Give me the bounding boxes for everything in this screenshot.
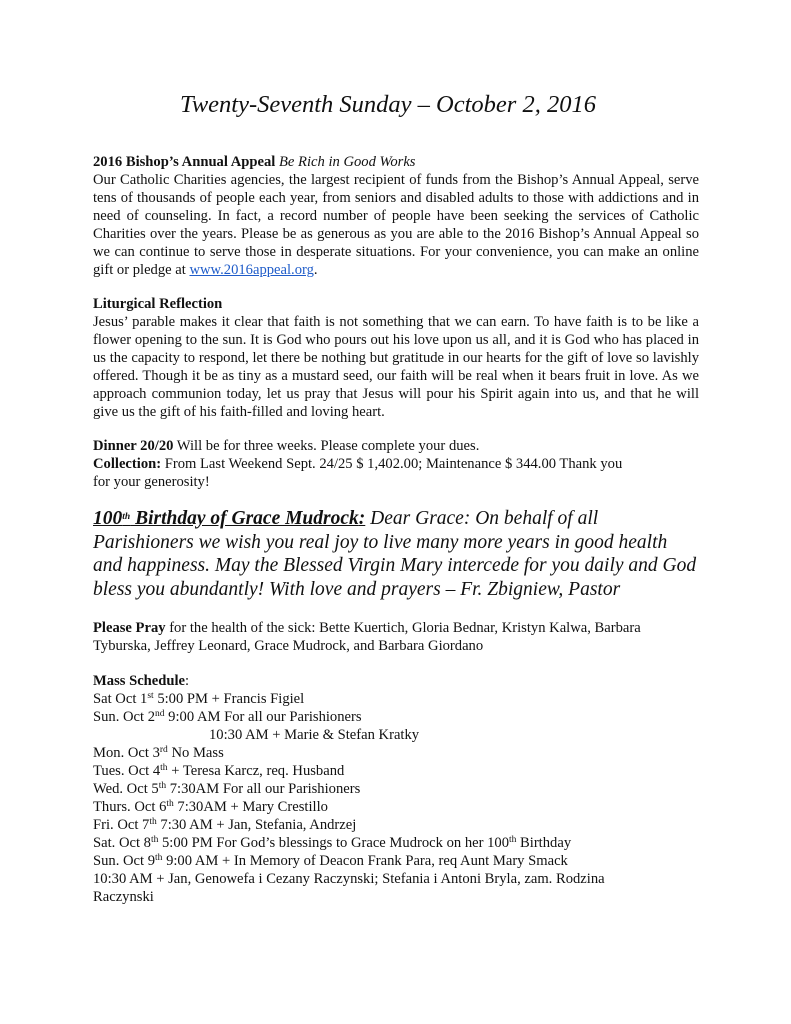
mass-date: Sun. Oct 9 [93, 853, 156, 869]
mass-detail: 9:00 AM For all our Parishioners [164, 709, 362, 725]
pray-text: for the health of the sick: Bette Kuertich, Gloria Bednar, Kristyn Kalwa, Barbara [165, 620, 641, 636]
mass-schedule-colon: : [185, 673, 190, 689]
appeal-section [93, 153, 699, 279]
birthday-heading [93, 508, 365, 529]
mass-date: Thurs. Oct 6 [93, 799, 167, 815]
pray-label: Please Pray [93, 620, 166, 636]
mass-date-sup: th [155, 853, 163, 863]
pray-line-1 [93, 619, 699, 637]
mass-detail: 5:00 PM + Francis Figiel [153, 691, 305, 707]
dinner-line [93, 437, 699, 455]
mass-date-sup: rd [159, 745, 168, 755]
mass-schedule-heading-line [93, 672, 699, 690]
mass-date-sup: st [147, 691, 154, 701]
birthday-section [93, 507, 699, 601]
mass-schedule-heading: Mass Schedule [93, 673, 186, 689]
mass-date: Sun. Oct 2 [93, 709, 156, 725]
mass-date-sup: th [160, 763, 168, 773]
mass-entry: 10:30 AM + Jan, Genowefa i Cezany Raczynski; Stefania i Antoni Bryla, zam. Rodzina [93, 871, 605, 887]
page-title: Twenty-Seventh Sunday – October 2, 2016 [180, 91, 596, 118]
mass-detail: 9:00 AM + In Memory of Deacon Frank Para, req Aunt Mary Smack [162, 853, 568, 869]
collection-text: From Last Weekend Sept. 24/25 $ 1,402.00; Maintenance $ 344.00 Thank you [161, 456, 623, 472]
appeal-body-end: . [313, 262, 318, 278]
birthday-heading-sup: th [122, 512, 131, 522]
mass-date-sup: nd [155, 709, 165, 719]
mass-entry [93, 708, 699, 726]
collection-line-2: for your generosity! [93, 474, 210, 490]
reflection-section [93, 295, 699, 421]
mass-date: Wed. Oct 5 [93, 781, 159, 797]
reflection-body: Jesus’ parable makes it clear that faith is not something that we can earn. To have faith is to be like a flower opening to the sun. It is God who pours out his love upon us all, and it is God who has placed in us the capacity to respond, let there be nothing but gratitude in our hearts for the gift of love so lavishly offered. Though it be as tiny as a mustard seed, our faith will be real when it bears fruit in love. As we approach communion today, let us pray that Jesus will pour his Spirit again into us, and that he will give us the gift of his faith-filled and loving heart. [93, 314, 699, 420]
announcements-section [93, 437, 699, 491]
birthday-body: Dear Grace: On behalf of all Parishioners we wish you real joy to live many more years in good health and happiness. May the Blessed Virgin Mary intercede for you daily and God bless you abundantly! With love and prayers – Fr. Zbigniew, Pastor [93, 508, 697, 600]
mass-date-sup: th [158, 781, 167, 791]
collection-line [93, 455, 699, 473]
appeal-body [93, 171, 699, 279]
mass-schedule-section [93, 672, 699, 906]
birthday-heading-rest: Birthday of Grace Mudrock [130, 508, 359, 529]
mass-entry [93, 690, 699, 708]
appeal-link[interactable]: www.2016appeal.org [189, 262, 314, 278]
appeal-heading-line [93, 153, 699, 171]
mass-detail-sup: th [509, 835, 517, 845]
mass-entry-continued: Raczynski [93, 889, 154, 905]
appeal-subheading: Be Rich in Good Works [279, 154, 416, 170]
birthday-heading-colon: : [358, 508, 366, 529]
pray-section [93, 619, 699, 655]
dinner-text: Will be for three weeks. Please complete your dues. [173, 438, 480, 454]
mass-detail: 5:00 PM For God’s blessings to Grace Mudrock on her 100 [158, 835, 509, 851]
reflection-heading: Liturgical Reflection [93, 296, 223, 312]
mass-date-sup: th [166, 799, 174, 809]
appeal-heading: 2016 Bishop’s Annual Appeal [93, 154, 276, 170]
mass-date: Fri. Oct 7 [93, 817, 150, 833]
mass-date-sup: th [150, 835, 159, 845]
mass-date-sup: th [149, 817, 157, 827]
mass-entry [93, 816, 699, 834]
birthday-heading-num: 100 [93, 508, 123, 529]
dinner-label: Dinner 20/20 [93, 438, 174, 454]
mass-entry: 10:30 AM + Marie & Stefan Kratky [209, 727, 420, 743]
mass-entry [93, 780, 699, 798]
mass-date: Mon. Oct 3 [93, 745, 160, 761]
mass-date: Tues. Oct 4 [93, 763, 161, 779]
mass-entry [93, 798, 699, 816]
mass-date: Sat. Oct 8 [93, 835, 151, 851]
mass-detail: + Teresa Karcz, req. Husband [167, 763, 345, 779]
mass-detail: 7:30AM For all our Parishioners [166, 781, 361, 797]
mass-entry [93, 744, 699, 762]
collection-label: Collection: [93, 456, 162, 472]
mass-entry [93, 852, 699, 870]
pray-line-2: Tyburska, Jeffrey Leonard, Grace Mudrock, and Barbara Giordano [93, 638, 484, 654]
mass-detail: 7:30AM + Mary Crestillo [173, 799, 328, 815]
mass-detail: No Mass [167, 745, 224, 761]
mass-date: Sat Oct 1 [93, 691, 148, 707]
mass-entry [93, 762, 699, 780]
mass-detail: 7:30 AM + Jan, Stefania, Andrzej [156, 817, 357, 833]
appeal-body-text: Our Catholic Charities agencies, the largest recipient of funds from the Bishop’s Annual Appeal, serve tens of thousands of people each year, from seniors and disabled adults to those with addictions and in need of counseling. In fact, a record number of people have been seeking the services of Catholic Charities over the years. Please be as generous as you are able to the 2016 Bishop’s Annual Appeal so we can continue to serve those in desperate situations. For your convenience, you can make an online gift or pledge at [93, 172, 699, 278]
mass-detail-end: Birthday [516, 835, 572, 851]
mass-entry [93, 834, 699, 852]
